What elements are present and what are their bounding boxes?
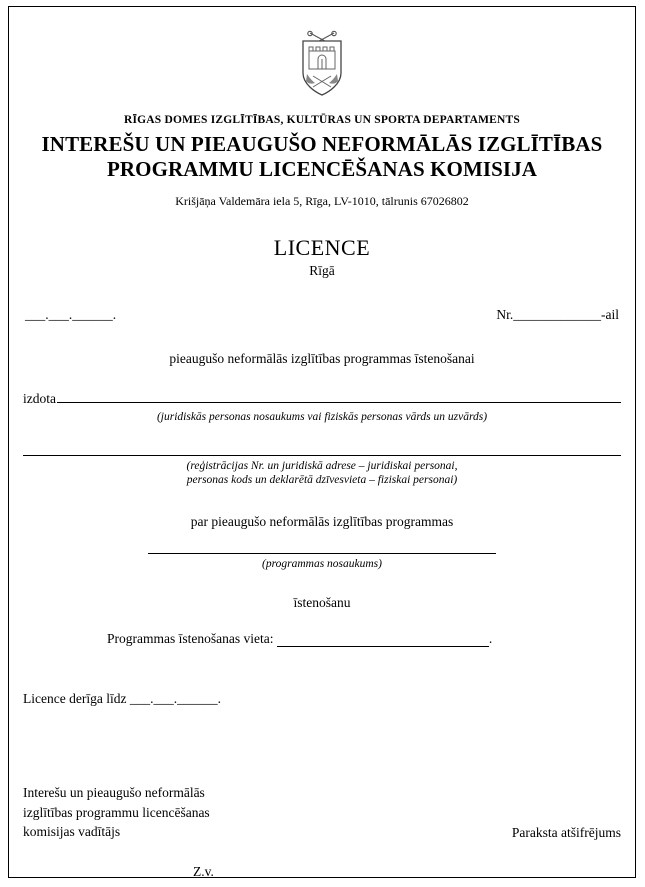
signer-title-line1: Interešu un pieaugušo neformālās <box>23 785 205 801</box>
signer-title <box>23 783 210 842</box>
issue-date-field[interactable]: ___.___.______. <box>25 306 117 322</box>
commission-title-line1: INTEREŠU UN PIEAUGUŠO NEFORMĀLĀS IZGLĪTĪBAS <box>41 132 603 156</box>
date-number-row <box>21 307 623 323</box>
document-title: LICENCE <box>273 234 371 260</box>
realisation-text: īstenošanu <box>293 595 351 611</box>
signature-block <box>21 783 623 842</box>
signer-title-line2: izglītības programmu licencēšanas <box>23 804 210 820</box>
program-name-row <box>21 552 623 554</box>
program-place-input[interactable] <box>277 633 489 647</box>
signature-decode-label: Paraksta atšifrējums <box>511 824 621 840</box>
program-for-text: par pieaugušo neformālās izglītības programmas <box>190 513 454 529</box>
program-place-label: Programmas īstenošanas vieta: <box>107 631 274 647</box>
department-address: Krišjāņa Valdemāra iela 5, Rīga, LV-1010, tālrunis 67026802 <box>175 193 469 208</box>
issue-city: Rīgā <box>309 262 335 278</box>
program-place-period: . <box>488 631 493 647</box>
licence-number-field[interactable]: Nr._____________-ail <box>496 306 619 322</box>
registration-input[interactable] <box>23 454 621 456</box>
registration-caption-line2: personas kods un deklarētā dzīvesvieta – fiziskai personai) <box>186 474 458 487</box>
valid-until-field[interactable]: Licence derīga līdz ___.___.______. <box>23 691 221 707</box>
program-place-row <box>21 631 623 647</box>
program-name-caption: (programmas nosaukums) <box>261 557 382 570</box>
issued-to-row <box>21 389 623 407</box>
issued-to-input[interactable] <box>57 389 621 403</box>
crest-container <box>21 29 623 104</box>
stamp-place-label: Z.v. <box>193 863 214 879</box>
registration-caption <box>21 459 623 488</box>
commission-title-line2: PROGRAMMU LICENCĒŠANAS KOMISIJA <box>106 156 538 181</box>
issued-label: izdota <box>23 390 56 406</box>
riga-coat-of-arms-icon <box>293 29 351 99</box>
licence-purpose: pieaugušo neformālās izglītības programmas īstenošanai <box>169 350 475 366</box>
signer-title-line3: komisijas vadītājs <box>23 824 121 840</box>
department-name: RĪGAS DOMES IZGLĪTĪBAS, KULTŪRAS UN SPORTA DEPARTAMENTS <box>123 114 521 126</box>
document-sheet <box>8 6 636 878</box>
program-name-input[interactable] <box>148 552 496 554</box>
registration-caption-line1: (reģistrācijas Nr. un juridiskā adrese – juridiskai personai, <box>186 459 458 472</box>
commission-title <box>21 132 623 182</box>
issued-to-caption: (juridiskās personas nosaukums vai fiziskās personas vārds un uzvārds) <box>156 410 488 423</box>
